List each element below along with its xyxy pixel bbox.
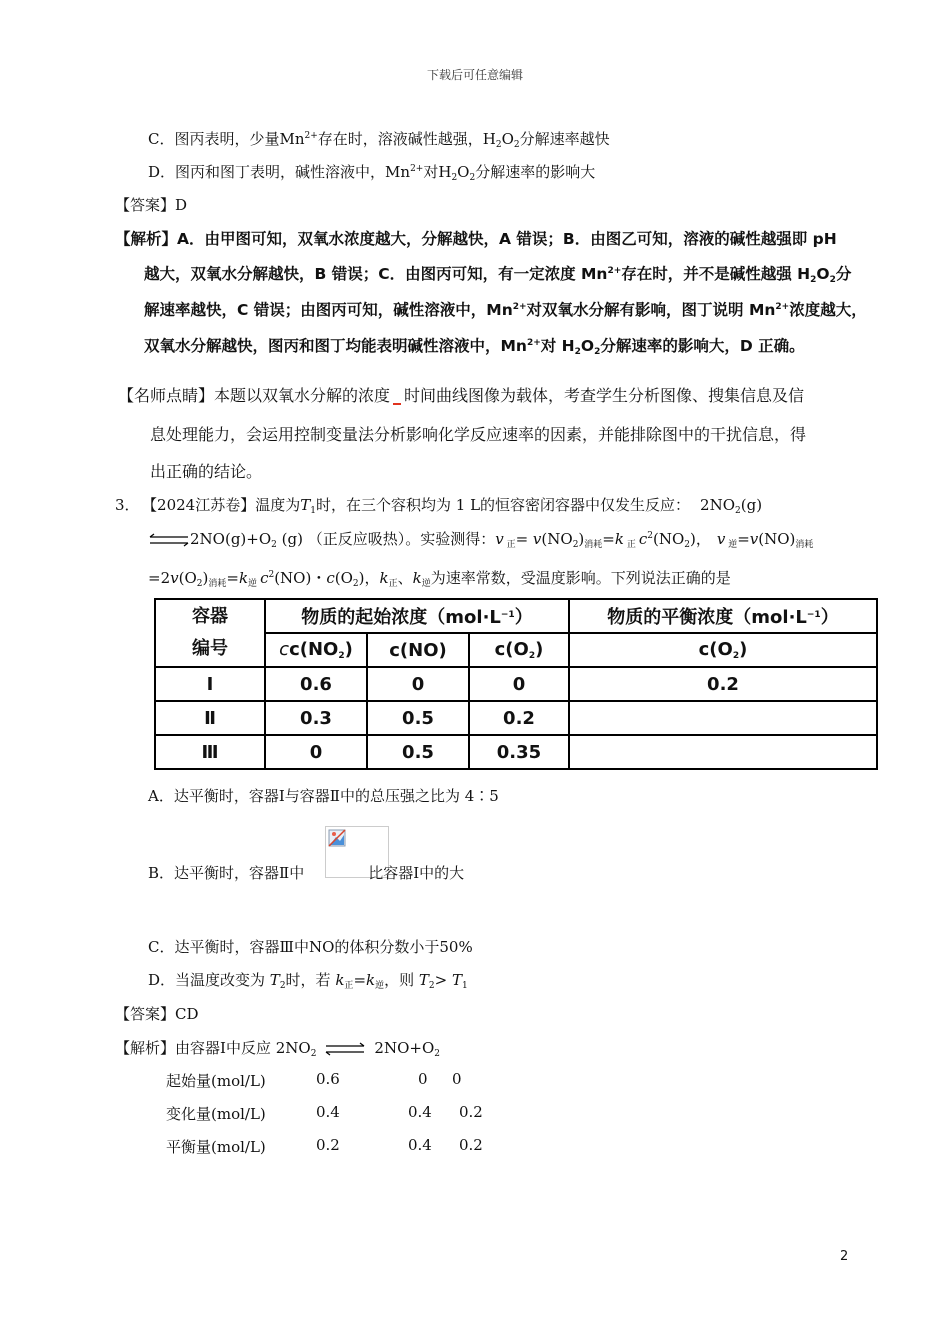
text: 对H bbox=[423, 163, 452, 181]
text: c bbox=[326, 569, 335, 587]
analysis-1-line-4 bbox=[144, 334, 805, 357]
calc-value: 0.2 bbox=[459, 1103, 483, 1121]
sup: 2+ bbox=[512, 302, 527, 312]
sup: 2 bbox=[268, 570, 275, 580]
sub: 逆 bbox=[421, 579, 431, 589]
sup: −1 bbox=[806, 610, 821, 620]
sub: 2 bbox=[428, 981, 435, 991]
table-row bbox=[155, 735, 877, 769]
text: 、 bbox=[397, 569, 413, 587]
sup: 2+ bbox=[775, 302, 790, 312]
sub: 消耗 bbox=[795, 540, 814, 550]
text: 2NO(g)+O bbox=[190, 530, 272, 548]
text: 编号 bbox=[192, 638, 228, 659]
cell: 0 bbox=[367, 667, 469, 701]
text: k bbox=[366, 971, 376, 989]
text: 越大，双氧水分解越快，B 错误；C．由图丙可知，有一定浓度 Mn bbox=[144, 265, 608, 283]
sup: 2+ bbox=[526, 338, 541, 348]
sup: 2+ bbox=[304, 131, 318, 141]
analysis-1-line-1 bbox=[115, 227, 837, 249]
sub: 逆 bbox=[248, 579, 258, 589]
sub: 2 bbox=[732, 651, 740, 661]
q3-line-2 bbox=[148, 528, 813, 550]
text: 对双氧水分解有影响，图丁说明 Mn bbox=[526, 301, 776, 319]
cell: 0.5 bbox=[367, 701, 469, 735]
sub: 1 bbox=[462, 981, 468, 991]
calc-label: 平衡量(mol/L) bbox=[166, 1138, 266, 1156]
text: (O bbox=[334, 569, 353, 587]
broken-image-icon bbox=[328, 829, 346, 847]
sub: 2 bbox=[196, 579, 203, 589]
text: ) bbox=[578, 530, 585, 548]
text: 时，在三个容积均为 1 L的恒容密闭容器中仅发生反应： bbox=[315, 496, 691, 514]
sup: 2+ bbox=[410, 164, 424, 174]
header-equilibrium bbox=[569, 599, 877, 633]
calc-label: 起始量(mol/L) bbox=[166, 1072, 266, 1090]
text: )， bbox=[358, 569, 380, 587]
text: T bbox=[452, 971, 463, 989]
text: c bbox=[279, 639, 290, 660]
analysis-1-line-3 bbox=[144, 298, 867, 320]
text: (NO bbox=[652, 530, 685, 548]
text: v bbox=[495, 530, 504, 548]
calc-value: 0.2 bbox=[316, 1136, 340, 1154]
col-no bbox=[367, 633, 469, 667]
sub: 2 bbox=[271, 540, 277, 550]
sub: 正 bbox=[503, 540, 516, 550]
text: = bbox=[602, 530, 615, 548]
col-no2 bbox=[265, 633, 367, 667]
question-number: 3． bbox=[115, 496, 140, 514]
calc-row bbox=[166, 1136, 266, 1157]
cell: 0 bbox=[265, 735, 367, 769]
sub: 逆 bbox=[725, 540, 738, 550]
sup: −1 bbox=[500, 610, 515, 620]
text: O bbox=[501, 130, 514, 148]
calc-label: 变化量(mol/L) bbox=[166, 1105, 266, 1123]
text: c(NO bbox=[289, 639, 339, 660]
analysis-2 bbox=[115, 1037, 440, 1059]
prev-option-d bbox=[148, 161, 595, 183]
sup: 2+ bbox=[607, 266, 622, 276]
sub: 消耗 bbox=[584, 540, 603, 550]
sub: 2 bbox=[810, 275, 817, 285]
cell: 0.6 bbox=[265, 667, 367, 701]
dash-mark bbox=[393, 403, 401, 405]
calc-value: 0.6 bbox=[316, 1070, 340, 1088]
sub: 1 bbox=[310, 506, 316, 516]
col-eq-o2 bbox=[569, 633, 877, 667]
sub: 正 bbox=[623, 540, 636, 550]
text: 存在时，溶液碱性越强，H bbox=[317, 130, 496, 148]
text: ） bbox=[514, 607, 533, 628]
concentration-table bbox=[154, 598, 878, 770]
text: 【解析】 bbox=[115, 1039, 176, 1057]
sub: 2 bbox=[495, 140, 502, 150]
text: (O bbox=[178, 569, 197, 587]
text: k bbox=[335, 971, 345, 989]
text: 由容器Ⅰ中反应 2NO bbox=[175, 1039, 311, 1057]
sub: 2 bbox=[338, 651, 345, 661]
sub: 消耗 bbox=[208, 579, 227, 589]
text: =2 bbox=[148, 569, 171, 587]
sub: 2 bbox=[528, 651, 536, 661]
text: ) bbox=[739, 639, 748, 660]
text: 容器 bbox=[192, 606, 228, 627]
header-container bbox=[155, 599, 265, 667]
page-header: 下载后可任意编辑 bbox=[426, 68, 523, 82]
text: T bbox=[418, 971, 429, 989]
text: O bbox=[816, 265, 830, 283]
text: 时，若 bbox=[285, 971, 336, 989]
cell: 0.5 bbox=[367, 735, 469, 769]
table-row bbox=[155, 701, 877, 735]
calc-value: 0 bbox=[418, 1070, 428, 1088]
equilibrium-arrow-icon bbox=[148, 533, 190, 547]
text: T bbox=[300, 496, 311, 514]
option-a: A．达平衡时，容器Ⅰ与容器Ⅱ中的总压强之比为 4∶5 bbox=[148, 787, 499, 805]
sub: 2 bbox=[434, 1049, 440, 1059]
page-number: 2 bbox=[840, 1249, 849, 1264]
q3-line-1 bbox=[115, 494, 762, 516]
sub: 2 bbox=[594, 347, 601, 357]
sub: 2 bbox=[829, 275, 836, 285]
q3-line-3 bbox=[148, 567, 731, 589]
text: > bbox=[434, 971, 452, 989]
text: A．由甲图可知，双氧水浓度越大，分解越快，A 错误；B．由图乙可知，溶液的碱性越强即 pH bbox=[177, 230, 837, 248]
cell: 0.2 bbox=[469, 701, 569, 735]
text: = bbox=[515, 530, 533, 548]
analysis-1-line-2 bbox=[144, 262, 851, 285]
option-d bbox=[148, 969, 468, 991]
table-header-row bbox=[155, 599, 877, 633]
text: 2NO+O bbox=[374, 1039, 435, 1057]
text: (NO)・ bbox=[274, 569, 327, 587]
text: 双氧水分解越快，图丙和图丁均能表明碱性溶液中，Mn bbox=[144, 337, 527, 355]
text: ) bbox=[535, 639, 544, 660]
text: )， bbox=[690, 530, 711, 548]
answer-2: 【答案】CD bbox=[115, 1005, 199, 1023]
sub: 2 bbox=[735, 506, 741, 516]
row-id: Ⅰ bbox=[155, 667, 265, 701]
text: k bbox=[379, 569, 389, 587]
text: 【解析】 bbox=[115, 230, 178, 248]
answer-1: 【答案】D bbox=[115, 196, 188, 214]
row-id: Ⅱ bbox=[155, 701, 265, 735]
text: (NO bbox=[541, 530, 573, 548]
sub: 正 bbox=[344, 981, 354, 991]
option-b bbox=[148, 862, 464, 883]
col-o2 bbox=[469, 633, 569, 667]
text: c(O bbox=[494, 639, 529, 660]
tip-line-2: 息处理能力，会运用控制变量法分析影响化学反应速率的因素，并能排除图中的干扰信息，得 bbox=[150, 425, 807, 444]
text: ) bbox=[344, 639, 353, 660]
text: 比容器Ⅰ中的大 bbox=[368, 864, 465, 882]
text: v bbox=[716, 530, 726, 548]
text: O bbox=[457, 163, 470, 181]
sub: 2 bbox=[310, 1049, 317, 1059]
text: c(O bbox=[698, 639, 733, 660]
header-initial bbox=[265, 599, 569, 633]
table-row bbox=[155, 667, 877, 701]
option-c: C．达平衡时，容器Ⅲ中NO的体积分数小于50% bbox=[148, 938, 473, 956]
text: k bbox=[238, 569, 249, 587]
sub: 2 bbox=[279, 981, 286, 991]
calc-row bbox=[166, 1103, 266, 1124]
text: 分解速率越快 bbox=[519, 130, 610, 148]
text: 物质的起始浓度（mol·L bbox=[301, 607, 501, 628]
text: c bbox=[260, 569, 269, 587]
text: 【名师点睛】本题以双氧水分解的浓度 bbox=[118, 386, 391, 405]
text: 为速率常数，受温度影响。下列说法正确的是 bbox=[430, 569, 731, 587]
text: ，则 bbox=[384, 971, 419, 989]
sub: 2 bbox=[352, 579, 359, 589]
sub: 2 bbox=[684, 540, 690, 550]
text: 时间曲线图像为载体，考查学生分析图像、搜集信息及信 bbox=[404, 386, 805, 405]
text: = bbox=[353, 971, 367, 989]
text: D．当温度改变为 bbox=[148, 971, 270, 989]
text: 【2024江苏卷】温度为 bbox=[149, 496, 301, 514]
calc-value: 0.4 bbox=[316, 1103, 340, 1121]
cell: 0.3 bbox=[265, 701, 367, 735]
text: (g) （正反应吸热）。实验测得： bbox=[276, 530, 496, 548]
text: 分解速率的影响大 bbox=[475, 163, 596, 181]
calc-value: 0 bbox=[452, 1070, 462, 1088]
sub: 2 bbox=[469, 173, 476, 183]
tip-line-1 bbox=[118, 383, 804, 406]
cell: 0.2 bbox=[569, 667, 877, 701]
sup: 2 bbox=[647, 531, 653, 541]
tip-line-3: 出正确的结论。 bbox=[150, 462, 263, 481]
text: (NO) bbox=[758, 530, 796, 548]
text: = bbox=[737, 530, 750, 548]
text: c(NO) bbox=[389, 639, 447, 661]
text: k bbox=[614, 530, 624, 548]
cell: 0 bbox=[469, 667, 569, 701]
text: 2NO bbox=[700, 496, 735, 514]
text: 浓度越大， bbox=[789, 301, 867, 319]
calc-value: 0.4 bbox=[408, 1103, 432, 1121]
text: 解速率越快，C 错误；由图丙可知，碱性溶液中，Mn bbox=[144, 301, 513, 319]
text: 存在时，并不是碱性越强 H bbox=[621, 265, 811, 283]
sub: 逆 bbox=[375, 981, 385, 991]
cell: 0.35 bbox=[469, 735, 569, 769]
text: 对 H bbox=[540, 337, 575, 355]
text: B．达平衡时，容器Ⅱ中 bbox=[148, 864, 305, 882]
cell bbox=[569, 701, 877, 735]
cell bbox=[569, 735, 877, 769]
sub: 正 bbox=[388, 579, 398, 589]
calc-row bbox=[166, 1070, 266, 1091]
equilibrium-arrow-icon bbox=[324, 1042, 366, 1056]
text: ） bbox=[820, 607, 839, 628]
text: ) bbox=[202, 569, 209, 587]
text: = bbox=[226, 569, 239, 587]
text: 分解速率的影响大，D 正确。 bbox=[600, 337, 805, 355]
sub: 2 bbox=[574, 347, 581, 357]
text: v bbox=[749, 530, 759, 548]
prev-option-c bbox=[148, 128, 610, 150]
text: 分 bbox=[835, 265, 852, 283]
text: v bbox=[170, 569, 179, 587]
sub: 2 bbox=[513, 140, 520, 150]
sub: 2 bbox=[451, 173, 458, 183]
text: v bbox=[532, 530, 542, 548]
text: c bbox=[638, 530, 648, 548]
sub: 2 bbox=[572, 540, 579, 550]
row-id: Ⅲ bbox=[155, 735, 265, 769]
text: (g) bbox=[740, 496, 763, 514]
text: k bbox=[412, 569, 422, 587]
calc-value: 0.2 bbox=[459, 1136, 483, 1154]
text: D．图丙和图丁表明，碱性溶液中，Mn bbox=[148, 163, 411, 181]
text: 物质的平衡浓度（mol·L bbox=[607, 607, 807, 628]
text: T bbox=[269, 971, 280, 989]
text: C．图丙表明，少量Mn bbox=[148, 130, 305, 148]
text: O bbox=[580, 337, 595, 355]
calc-value: 0.4 bbox=[408, 1136, 432, 1154]
